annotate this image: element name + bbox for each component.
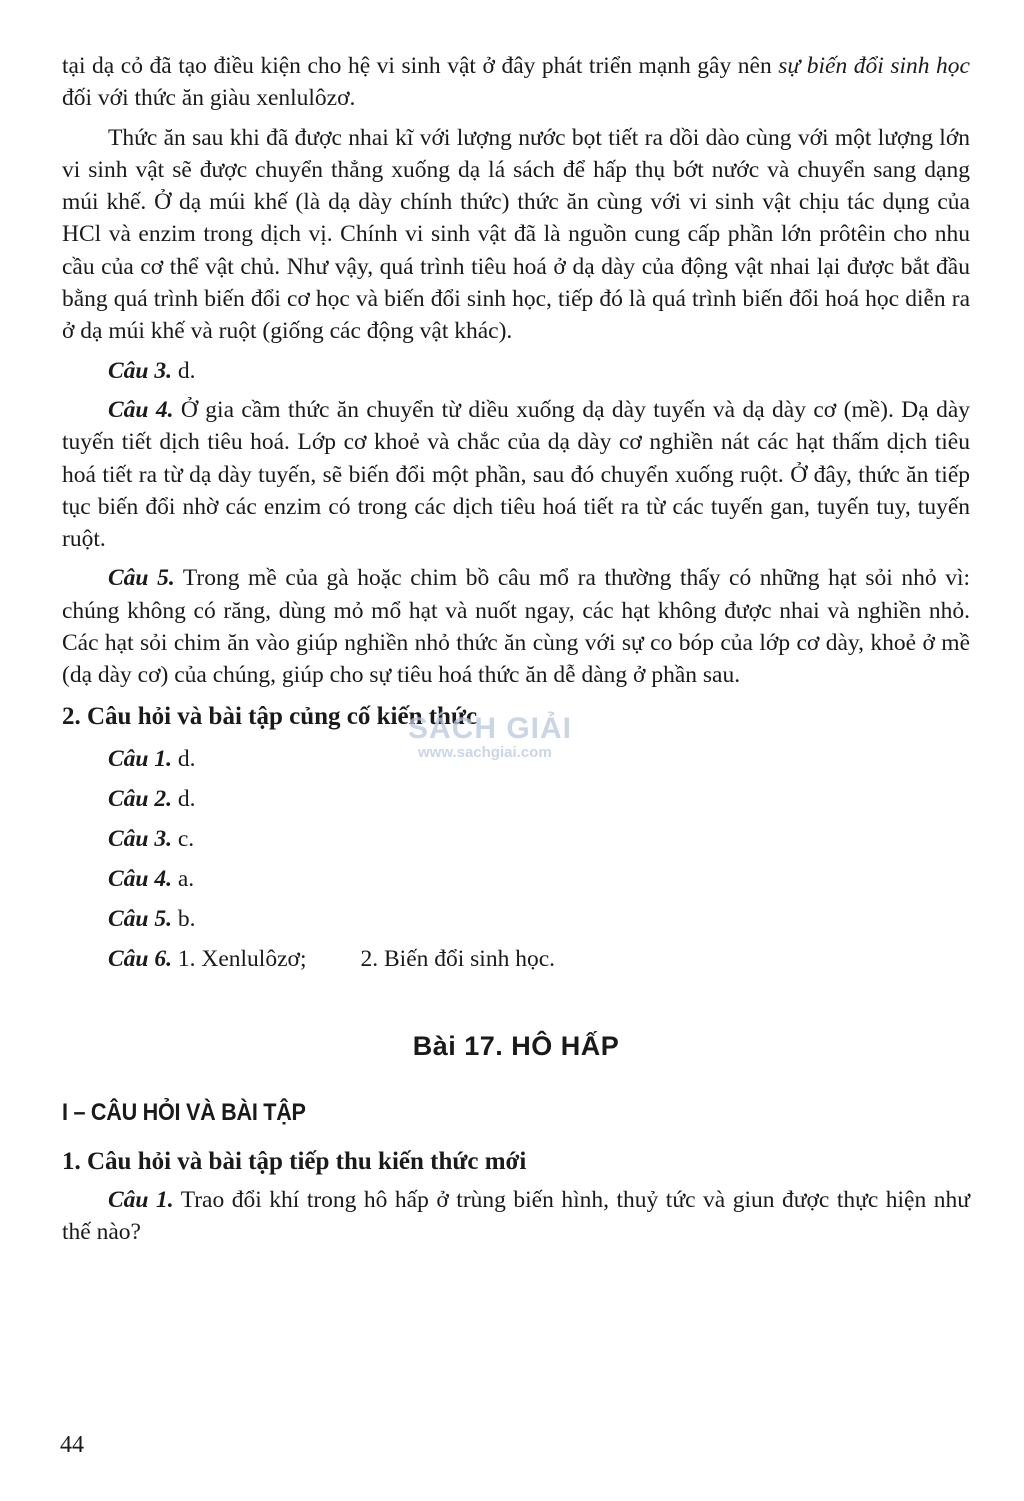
answer-line-cau-6 (108, 939, 970, 979)
answer-part-2: 2. Biến đổi sinh học. (360, 945, 556, 972)
para1-italic-term: sự biến đổi sinh học (778, 53, 970, 79)
page-content (62, 50, 970, 1255)
question-label: Câu 2. (108, 785, 172, 812)
paragraph-continuation (62, 50, 970, 115)
question-label: Câu 6. (108, 945, 172, 972)
answer-line (108, 899, 970, 939)
question-label: Câu 3. (108, 357, 172, 384)
answer-text: Ở gia cầm thức ăn chuyển từ diều xuống dạ dày tuyến và dạ dày cơ (mề). Dạ dày tuyến tiết dịch tiêu hoá. Lớp cơ khoẻ và chắc của dạ dày cơ nghiền nát các hạt thấm dịch tiêu hoá tiết ra từ dạ dày tuyến, sẽ biến đổi một phần, sau đó chuyển xuống ruột. Ở đây, thức ăn tiếp tục biến đổi nhờ các enzim có trong các dịch tiêu hoá tiết ra từ các tuyến gan, tuyến tuy, tuyến ruột. (62, 396, 970, 553)
answer-text: d. (172, 357, 196, 384)
para1-text-end: đối với thức ăn giàu xenlulôzơ. (62, 85, 356, 112)
question-label: Câu 5. (108, 905, 172, 932)
question-label: Câu 4. (108, 396, 174, 423)
answer-cau-3 (62, 355, 970, 387)
page-number: 44 (60, 1432, 84, 1458)
section-title-I: I – CÂU HỎI VÀ BÀI TẬP (62, 1098, 306, 1126)
question-label: Câu 5. (108, 565, 175, 592)
answer-value: b. (172, 905, 196, 932)
question-label: Câu 3. (108, 825, 172, 852)
question-label: Câu 1. (108, 745, 172, 772)
lesson-title: Bài 17. HÔ HẤP (412, 1030, 620, 1061)
section-heading-1: 1. Câu hỏi và bài tập tiếp thu kiến thức mới (62, 1147, 527, 1175)
question-cau-1 (62, 1184, 970, 1249)
answer-part-1: 1. Xenlulôzơ; (172, 945, 307, 972)
answer-text: Trong mề của gà hoặc chim bồ câu mổ ra thường thấy có những hạt sỏi nhỏ vì: chúng không có răng, dùng mỏ mổ hạt và nuốt ngay, các hạt không được nhai và nghiền nhỏ. Các hạt sỏi chim ăn vào giúp nghiền nhỏ thức ăn cùng với sự co bóp của lớp cơ dày, khoẻ ở mề (dạ dày cơ) của chúng, giúp cho sự tiêu hoá thức ăn dễ dàng ở phần sau. (62, 565, 971, 689)
answer-cau-5 (62, 562, 970, 691)
answer-value: d. (172, 785, 196, 812)
paragraph-digestion: Thức ăn sau khi đã được nhai kĩ với lượng nước bọt tiết ra dồi dào cùng với một lượng lớn vi sinh vật sẽ được chuyển thẳng xuống dạ lá sách để hấp thụ bớt nước và chuyển sang dạng múi khế. Ở dạ múi khế (là dạ dày chính thức) thức ăn cùng với vi sinh vật chịu tác dụng của HCl và enzim trong dịch vị. Chính vi sinh vật đã là nguồn cung cấp phần lớn prôtêin cho nhu cầu của cơ thể vật chủ. Như vậy, quá trình tiêu hoá ở dạ dày của động vật nhai lại được bắt đầu bằng quá trình biến đổi cơ học và biến đổi sinh học, tiếp đó là quá trình biến đổi hoá học diễn ra ở dạ múi khế và ruột (giống các động vật khác). (62, 124, 970, 345)
question-label: Câu 4. (108, 865, 172, 892)
para1-text-start: tại dạ cỏ đã tạo điều kiện cho hệ vi sinh vật ở đây phát triển mạnh gây nên (62, 53, 779, 79)
section-heading-2: 2. Câu hỏi và bài tập củng cố kiến thức (62, 702, 478, 730)
answer-line (108, 779, 970, 819)
answer-value: c. (172, 825, 195, 852)
answer-line (108, 819, 970, 859)
watermark-logo: SÁCH GIẢI (408, 712, 573, 745)
answer-value: a. (172, 865, 195, 892)
answer-value: d. (172, 745, 196, 772)
answer-line (108, 739, 970, 779)
question-label: Câu 1. (108, 1186, 174, 1213)
answer-line (108, 859, 970, 899)
question-text: Trao đổi khí trong hô hấp ở trùng biến hình, thuỷ tức và giun được thực hiện như thế nào? (62, 1186, 970, 1245)
watermark-url: www.sachgiai.com (418, 744, 552, 761)
answer-cau-4 (62, 394, 970, 555)
